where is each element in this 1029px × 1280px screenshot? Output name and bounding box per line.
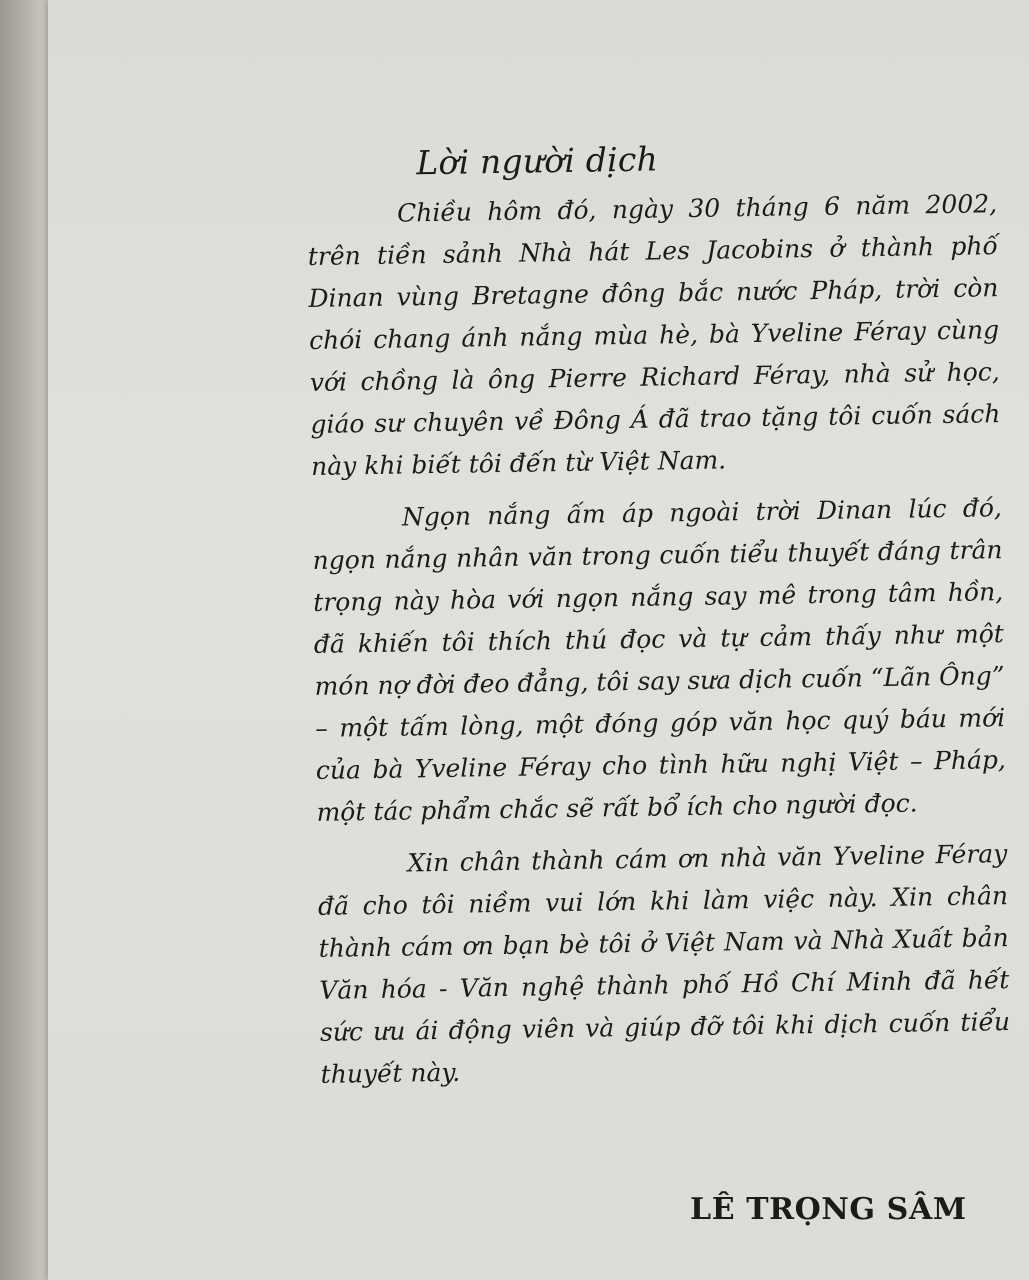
translator-signature: LÊ TRỌNG SÂM [690, 1192, 967, 1227]
paragraph-3: Xin chân thành cám ơn nhà văn Yveline Féray đã cho tôi niềm vui lớn khi làm việc này. Xin chân thành cám ơn bạn bè tôi ở Việt Nam và Nhà Xuất bản Văn hóa - Văn nghệ thành phố Hồ Chí Minh đã hết sức ưu ái động viên và giúp đỡ tôi khi dịch cuốn tiểu thuyết này. [317, 839, 1011, 1089]
paragraph-1: Chiều hôm đó, ngày 30 tháng 6 năm 2002, trên tiền sảnh Nhà hát Les Jacobins ở thành phố Dinan vùng Bretagne đông bắc nước Pháp, trời còn chói chang ánh nắng mùa hè, bà Yveline Féray cùng với chồng là ông Pierre Richard Féray, nhà sử học, giáo sư chuyên về Đông Á đã trao tặng tôi cuốn sách này khi biết tôi đến từ Việt Nam. [307, 189, 1001, 481]
paragraph-2: Ngọn nắng ấm áp ngoài trời Dinan lúc đó, ngọn nắng nhân văn trong cuốn tiểu thuyết đáng trân trọng này hòa với ngọn nắng say mê trong tâm hồn, đã khiến tôi thích thú đọc và tự cảm thấy như một món nợ đời đeo đẳng, tôi say sưa dịch cuốn “Lãn Ông” – một tấm lòng, một đóng góp văn học quý báu mới của bà Yveline Féray cho tình hữu nghị Việt – Pháp, một tác phẩm chắc sẽ rất bổ ích cho người đọc. [312, 493, 1007, 827]
page-title: Lời người dịch [416, 139, 659, 183]
translator-note [306, 129, 1011, 1096]
book-spine-edge [0, 0, 48, 1280]
book-page [48, 0, 1029, 1280]
